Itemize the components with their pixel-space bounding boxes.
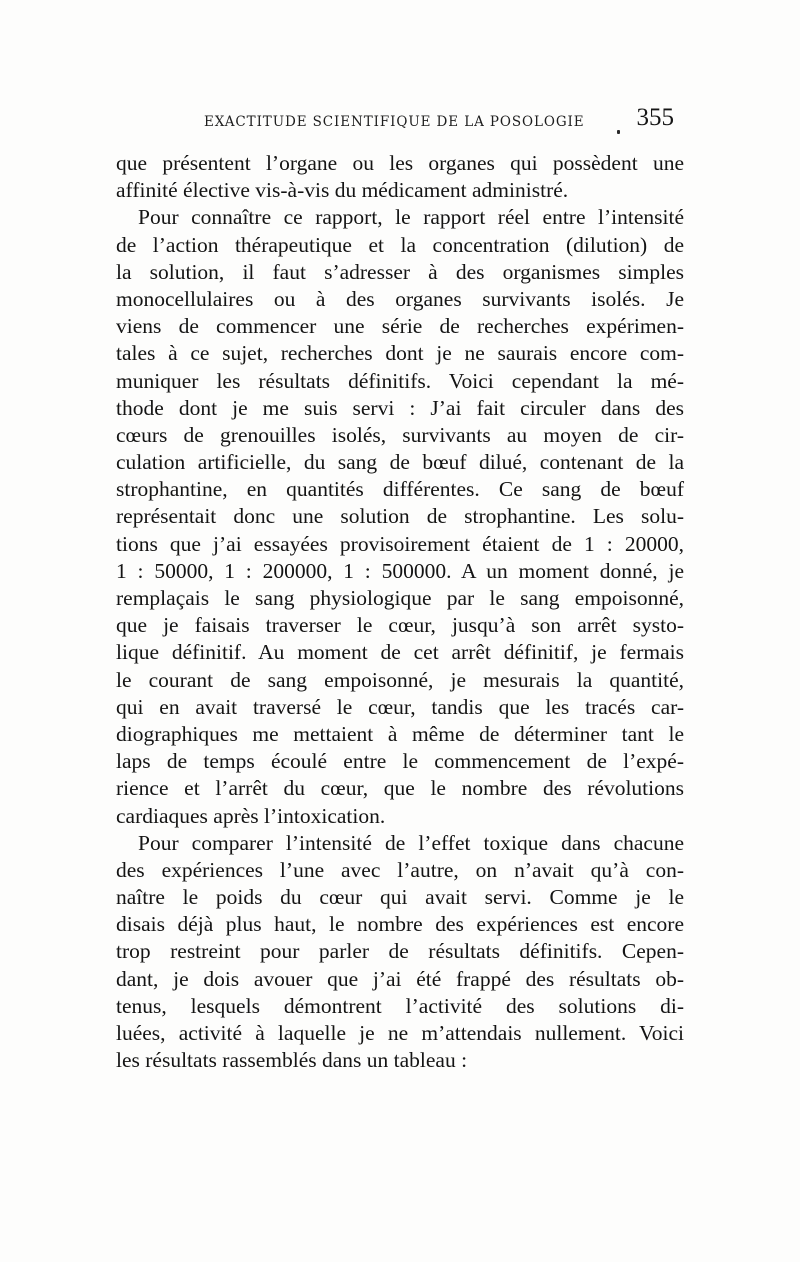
text-line: disais déjà plus haut, le nombre des expériences est encore [116, 912, 684, 937]
text-line: naître le poids du cœur qui avait servi. Comme je le [116, 885, 684, 910]
text-line: muniquer les résultats définitifs. Voici cependant la mé- [116, 368, 684, 393]
ink-dot [617, 130, 620, 134]
text-line: de l’action thérapeutique et la concentration (dilution) de [116, 232, 684, 257]
text-line: luées, activité à laquelle je ne m’attendais nullement. Voici [116, 1021, 684, 1045]
text-line: diographiques me mettaient à même de déterminer tant le [116, 721, 684, 746]
text-line: tenus, lesquels démontrent l’activité des solutions di- [116, 993, 684, 1018]
text-line: Pour comparer l’intensité de l’effet toxique dans chacune [138, 830, 684, 855]
text-line: remplaçais le sang physiologique par le sang empoisonné, [116, 586, 684, 610]
text-line: trop restreint pour parler de résultats définitifs. Cepen- [116, 939, 684, 964]
text-line: thode dont je me suis servi : J’ai fait circuler dans des [116, 395, 684, 420]
text-line: la solution, il faut s’adresser à des organismes simples [116, 259, 684, 284]
text-line: culation artificielle, du sang de bœuf dilué, contenant de la [116, 450, 684, 475]
text-line: laps de temps écoulé entre le commencement de l’expé- [116, 749, 684, 774]
text-line: représentait donc une solution de strophantine. Les solu- [116, 504, 684, 529]
text-line: rience et l’arrêt du cœur, que le nombre des révolutions [116, 776, 684, 801]
text-line: lique définitif. Au moment de cet arrêt définitif, je fermais [116, 640, 684, 665]
running-head: EXACTITUDE SCIENTIFIQUE DE LA POSOLOGIE [204, 114, 585, 130]
text-line: monocellulaires ou à des organes survivants isolés. Je [116, 286, 684, 311]
text-line: Pour connaître ce rapport, le rapport réel entre l’intensité [138, 205, 684, 230]
text-line: qui en avait traversé le cœur, tandis que les tracés car- [116, 694, 684, 719]
text-line: strophantine, en quantités différentes. Ce sang de bœuf [116, 477, 684, 502]
text-line: viens de commencer une série de recherches expérimen- [116, 314, 684, 339]
text-line: le courant de sang empoisonné, je mesurais la quantité, [116, 667, 684, 692]
page-header [118, 104, 680, 134]
text-line: tales à ce sujet, recherches dont je ne saurais encore com- [116, 341, 684, 366]
text-line: les résultats rassemblés dans un tableau : [116, 1048, 468, 1073]
text-line: tions que j’ai essayées provisoirement étaient de 1 : 20000, [116, 531, 684, 556]
page-number: 355 [636, 104, 674, 131]
text-line: dant, je dois avouer que j’ai été frappé des résultats ob- [116, 966, 684, 991]
text-line: que présentent l’organe ou les organes qui possèdent une [116, 151, 684, 175]
text-line: 1 : 50000, 1 : 200000, 1 : 500000. A un moment donné, je [116, 558, 684, 583]
text-line: affinité élective vis-à-vis du médicament administré. [116, 178, 569, 203]
text-line: que je faisais traverser le cœur, jusqu’à son arrêt systo- [116, 613, 684, 638]
body-text [116, 150, 684, 1074]
text-line: cardiaques après l’intoxication. [116, 803, 386, 828]
text-line: cœurs de grenouilles isolés, survivants au moyen de cir- [116, 422, 684, 447]
text-line: des expériences l’une avec l’autre, on n’avait qu’à con- [116, 857, 684, 882]
